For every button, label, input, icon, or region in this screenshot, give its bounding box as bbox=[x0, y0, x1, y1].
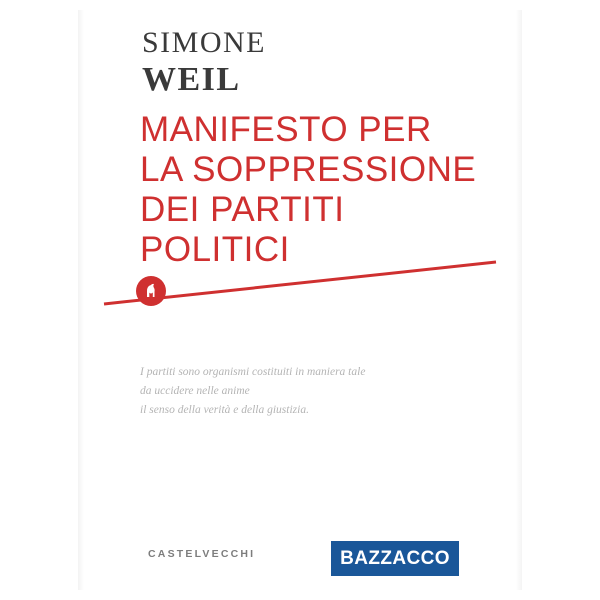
blurb-line-1: I partiti sono organismi costituiti in maniera tale bbox=[140, 366, 366, 378]
cover-blurb bbox=[140, 363, 470, 420]
blurb-line-2: da uccidere nelle anime bbox=[140, 384, 250, 397]
seller-badge-label: BAZZACCO bbox=[340, 547, 450, 569]
title-line-1: MANIFESTO PER bbox=[140, 110, 432, 149]
page-edge-left bbox=[78, 10, 84, 590]
title-line-2: LA SOPPRESSIONE bbox=[140, 149, 477, 189]
book-title bbox=[140, 110, 477, 270]
page-edge-right bbox=[516, 10, 522, 590]
author-last-name: WEIL bbox=[142, 61, 241, 98]
blurb-line-3: il senso della verità e della giustizia. bbox=[140, 403, 309, 416]
seller-badge bbox=[331, 541, 459, 576]
title-line-4: POLITICI bbox=[140, 229, 290, 269]
title-line-3: DEI PARTITI bbox=[140, 189, 345, 229]
publisher-name: CASTELVECCHI bbox=[148, 548, 256, 560]
publisher-mark-icon bbox=[136, 276, 166, 306]
author-name bbox=[142, 28, 266, 97]
author-first-name: SIMONE bbox=[142, 26, 267, 59]
